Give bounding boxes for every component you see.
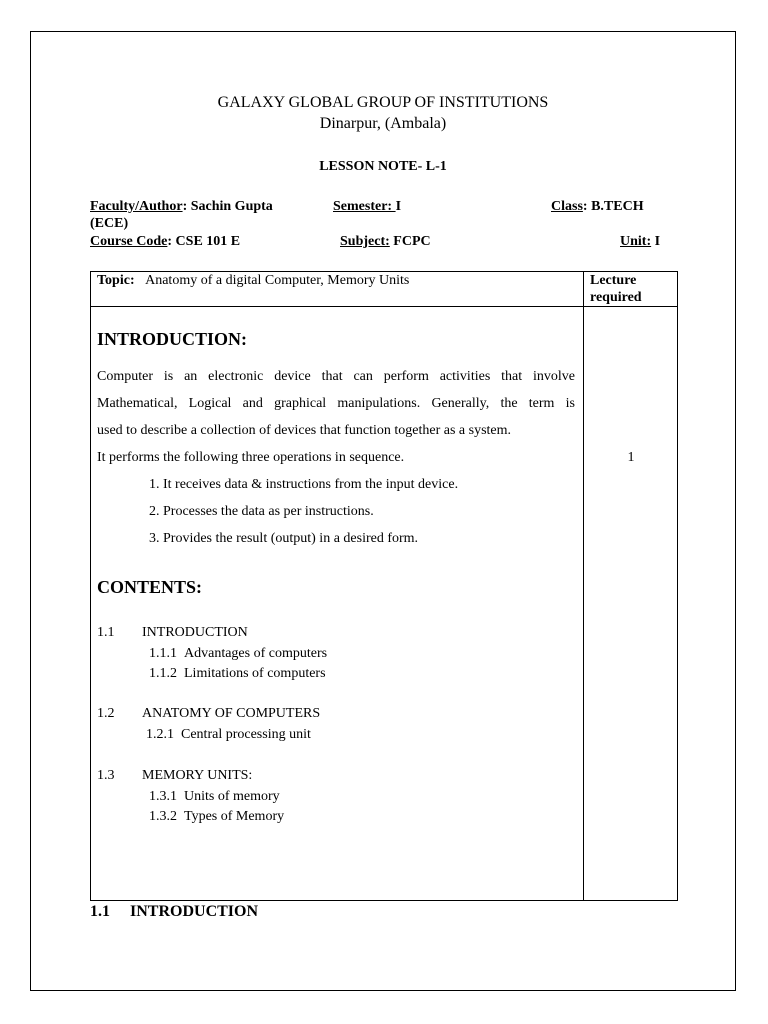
subject-label: Subject: (340, 234, 390, 249)
class-label: Class (551, 199, 583, 214)
toc-sub-number: 1.2.1 (146, 727, 174, 742)
topic-cell (91, 272, 584, 307)
toc-sub-number: 1.3.1 (149, 789, 177, 804)
unit (620, 234, 660, 250)
institution-location: Dinarpur, (Ambala) (319, 115, 447, 132)
operation-step: 1. It receives data & instructions from the input device. (149, 477, 459, 492)
faculty-department: (ECE) (90, 216, 129, 231)
toc-section-number: 1.3 (97, 768, 115, 783)
toc-sub-number: 1.3.2 (149, 809, 177, 824)
toc-sub-number: 1.1.1 (149, 646, 177, 661)
unit-label: Unit: (620, 234, 652, 249)
section-heading (90, 903, 258, 921)
course-code (90, 234, 240, 250)
toc-section-title: MEMORY UNITS: (142, 768, 253, 783)
subject (340, 234, 431, 250)
toc-sub-title: Units of memory (184, 789, 280, 804)
toc-sub-title: Advantages of computers (184, 646, 328, 661)
class-value: : B.TECH (582, 199, 644, 214)
operation-step: 2. Processes the data as per instructions. (149, 504, 374, 519)
intro-line-2: Mathematical, Logical and graphical manipulations. Generally, the term is (97, 396, 575, 411)
lecture-required-header (584, 272, 678, 307)
toc-sub-number: 1.1.2 (149, 666, 177, 681)
toc-sub-item (149, 809, 284, 825)
toc-sub-item (146, 727, 311, 743)
toc-sub-title: Central processing unit (181, 727, 311, 742)
faculty-author (90, 199, 273, 215)
table-header-row (91, 272, 678, 307)
semester-label: Semester: (333, 199, 396, 214)
toc-section-number: 1.1 (97, 625, 115, 640)
semester-value: I (395, 199, 402, 214)
toc-section-title: INTRODUCTION (142, 625, 248, 640)
faculty-label: Faculty/Author (90, 199, 183, 214)
toc-section-number: 1.2 (97, 706, 115, 721)
toc-sub-title: Limitations of computers (184, 666, 326, 681)
section-title: INTRODUCTION (130, 903, 259, 920)
intro-line-4: It performs the following three operations in sequence. (97, 450, 405, 465)
intro-line-1: Computer is an electronic device that can perform activities that involve (97, 369, 575, 384)
lecture-count-cell (584, 307, 678, 901)
content-cell (91, 307, 584, 901)
toc-section-title: ANATOMY OF COMPUTERS (142, 706, 321, 721)
topic-label: Topic: (97, 273, 135, 288)
class (551, 199, 644, 215)
section-number: 1.1 (90, 903, 110, 920)
lecture-header-line1: Lecture (590, 273, 637, 288)
institution-name: GALAXY GLOBAL GROUP OF INSTITUTIONS (217, 94, 549, 111)
lesson-note-title: LESSON NOTE- L-1 (319, 159, 447, 174)
subject-value: FCPC (389, 234, 431, 249)
toc-sub-item (149, 666, 326, 682)
unit-value: I (651, 234, 661, 249)
course-code-value: : CSE 101 E (167, 234, 241, 249)
lesson-table (90, 271, 678, 901)
faculty-value: : Sachin Gupta (182, 199, 273, 214)
lecture-header-line2: required (590, 290, 642, 305)
introduction-heading: INTRODUCTION: (97, 329, 248, 349)
table-body-row (91, 307, 678, 901)
lecture-count: 1 (627, 450, 635, 465)
toc-sub-item (149, 789, 280, 805)
operation-step: 3. Provides the result (output) in a desired form. (149, 531, 419, 546)
contents-heading: CONTENTS: (97, 577, 203, 597)
semester (333, 199, 401, 215)
intro-line-3: used to describe a collection of devices that function together as a system. (97, 423, 512, 438)
topic-value: Anatomy of a digital Computer, Memory Units (145, 273, 410, 288)
toc-sub-title: Types of Memory (184, 809, 285, 824)
course-code-label: Course Code (90, 234, 168, 249)
toc-sub-item (149, 646, 327, 662)
